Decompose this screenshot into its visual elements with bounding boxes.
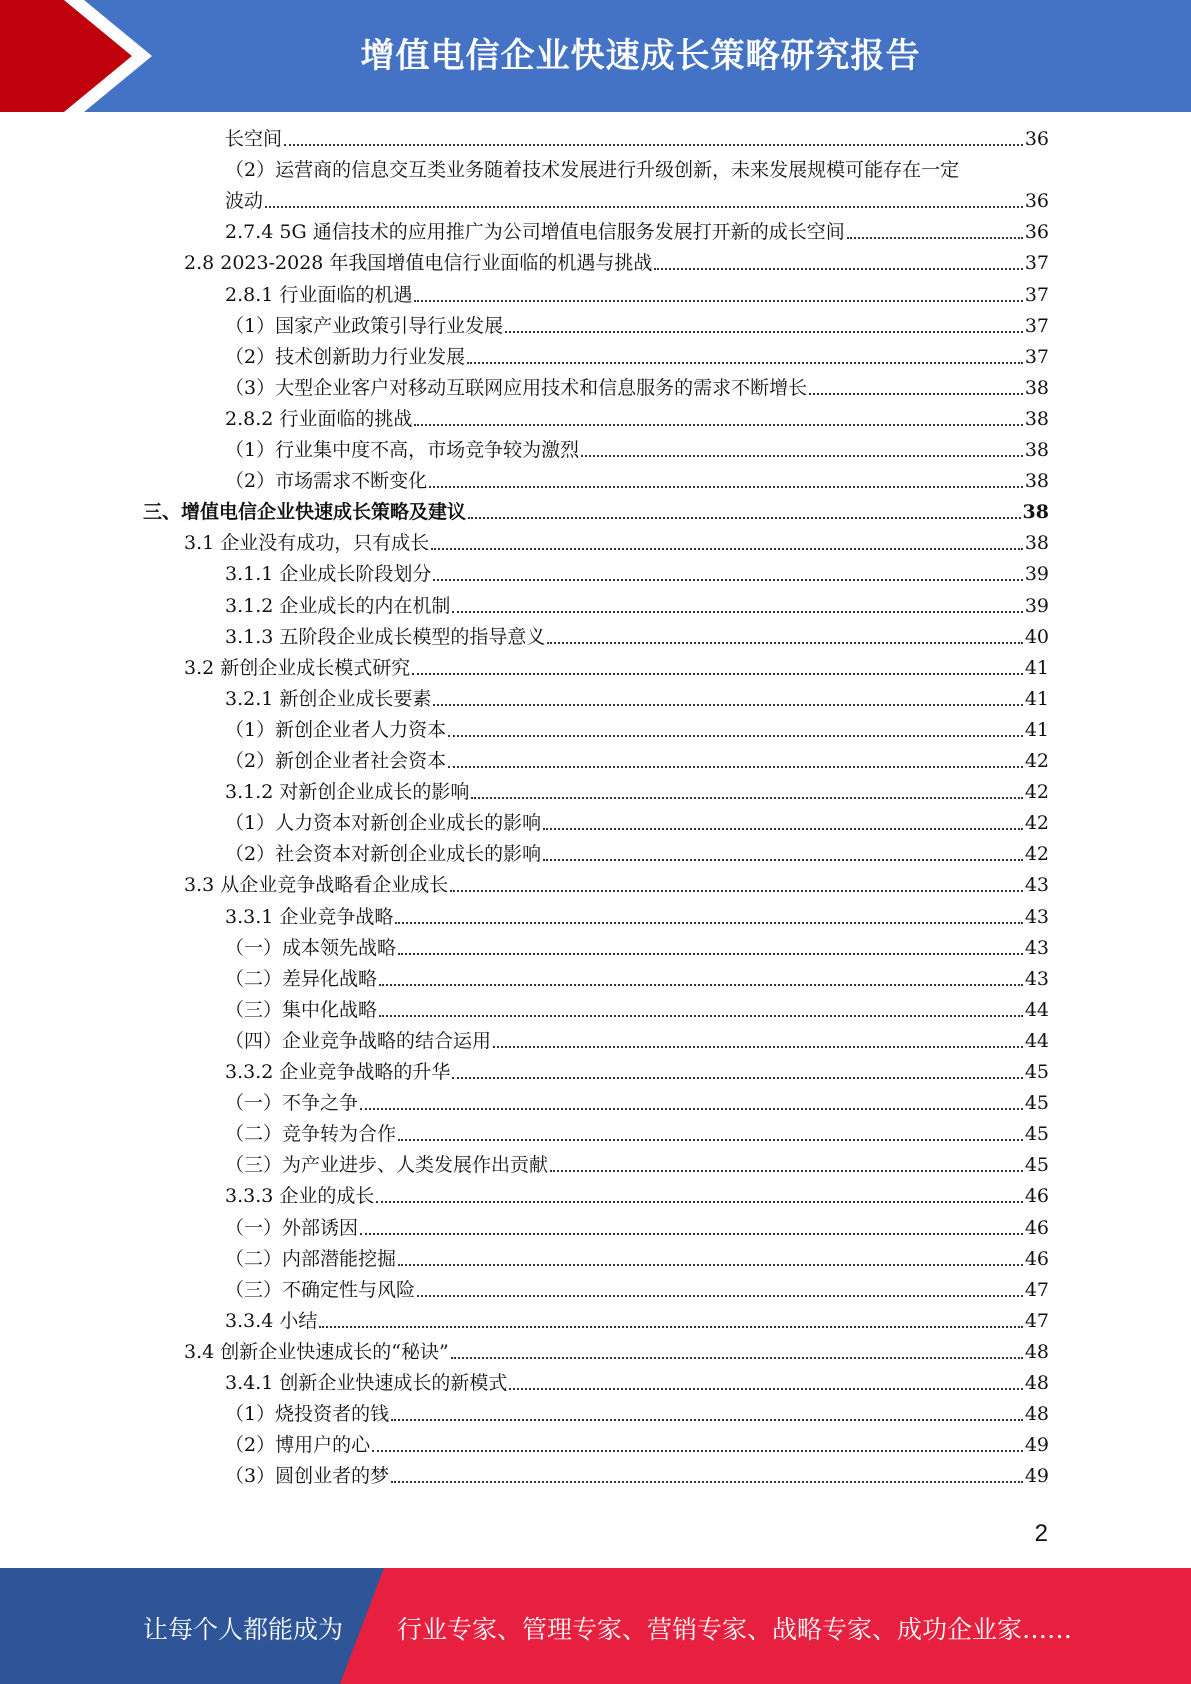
toc-entry-page-number: 43 (1024, 937, 1049, 959)
toc-entry-page-number: 47 (1024, 1279, 1049, 1301)
toc-entry-page-number: 38 (1024, 408, 1049, 430)
toc-entry-page-number: 44 (1024, 999, 1049, 1021)
toc-entry[interactable] (225, 1084, 1049, 1115)
toc-entry[interactable] (225, 1053, 1049, 1084)
toc-entry[interactable] (225, 182, 1049, 213)
toc-dot-leader (547, 642, 1022, 644)
footer-slogan-left: 让每个人都能成为 (143, 1615, 344, 1644)
toc-entry-page-number: 42 (1024, 812, 1049, 834)
toc-entry-page-number: 37 (1024, 284, 1049, 306)
toc-entry-title: （2）博用户的心 (225, 1434, 371, 1456)
toc-entry[interactable] (225, 960, 1049, 991)
toc-entry-page-number: 45 (1024, 1061, 1049, 1083)
toc-entry[interactable] (225, 680, 1049, 711)
toc-entry-title: 波动 (225, 190, 264, 212)
toc-dot-leader (398, 953, 1023, 955)
toc-entry-title: 3.3.2 企业竞争战略的升华 (225, 1061, 451, 1083)
toc-entry[interactable] (225, 307, 1049, 338)
toc-entry[interactable] (225, 742, 1049, 773)
toc-entry-page-number: 45 (1024, 1123, 1049, 1145)
toc-entry-title: 3.2.1 新创企业成长要素 (225, 688, 432, 710)
toc-entry-title: 3.3.4 小结 (225, 1310, 318, 1332)
toc-entry-title: 3.3.1 企业竞争战略 (225, 906, 394, 928)
toc-entry-page-number: 49 (1024, 1465, 1049, 1487)
toc-dot-leader (319, 1326, 1022, 1328)
toc-entry-page-number: 38 (1024, 470, 1049, 492)
toc-dot-leader (431, 548, 1023, 550)
toc-entry-title: （1）国家产业政策引导行业发展 (225, 315, 504, 337)
toc-entry[interactable] (225, 773, 1049, 804)
toc-entry-page-number: 40 (1024, 626, 1049, 648)
toc-entry-page-number: 38 (1024, 439, 1049, 461)
toc-dot-leader (391, 1481, 1023, 1483)
toc-entry-page-number: 48 (1024, 1403, 1049, 1425)
toc-entry[interactable] (225, 1240, 1049, 1271)
toc-entry-title: 3.2 新创企业成长模式研究 (184, 657, 411, 679)
toc-dot-leader (417, 1295, 1023, 1297)
toc-dot-leader (414, 300, 1022, 302)
toc-entry[interactable] (225, 431, 1049, 462)
toc-dot-leader (543, 859, 1023, 861)
toc-entry-page-number: 45 (1024, 1154, 1049, 1176)
toc-entry-page-number: 46 (1024, 1248, 1049, 1270)
toc-dot-leader (412, 673, 1023, 675)
toc-dot-leader (468, 517, 1021, 519)
toc-dot-leader (433, 704, 1022, 706)
toc-entry-title: 3.1.2 企业成长的内在机制 (225, 595, 451, 617)
toc-entry-page-number: 49 (1024, 1434, 1049, 1456)
toc-entry[interactable] (225, 898, 1049, 929)
toc-dot-leader (372, 1450, 1023, 1452)
toc-entry-title: 2.8.2 行业面临的挑战 (225, 408, 413, 430)
toc-entry-title: （三）集中化战略 (225, 999, 378, 1021)
toc-dot-leader (376, 1201, 1022, 1203)
toc-entry[interactable] (225, 1209, 1049, 1240)
toc-entry-title: （1）烧投资者的钱 (225, 1403, 390, 1425)
toc-entry-title: （三）不确定性与风险 (225, 1279, 416, 1301)
toc-entry[interactable] (184, 244, 1049, 275)
toc-dot-leader (654, 268, 1022, 270)
toc-dot-leader (471, 797, 1022, 799)
toc-entry-page-number: 36 (1024, 128, 1049, 150)
toc-entry-title: （一）外部诱因 (225, 1217, 359, 1239)
toc-entry[interactable] (225, 1146, 1049, 1177)
toc-dot-leader (847, 237, 1023, 239)
toc-dot-leader (509, 1388, 1022, 1390)
toc-entry-page-number: 44 (1024, 1030, 1049, 1052)
toc-dot-leader (429, 486, 1023, 488)
toc-entry-page-number: 43 (1024, 874, 1049, 896)
toc-entry-page-number: 41 (1024, 688, 1049, 710)
toc-entry-title: （1）新创企业者人力资本 (225, 719, 447, 741)
toc-entry-page-number: 41 (1024, 657, 1049, 679)
toc-entry-page-number: 45 (1024, 1092, 1049, 1114)
toc-entry[interactable] (184, 1333, 1049, 1364)
toc-entry-title: （一）成本领先战略 (225, 937, 397, 959)
toc-entry-title: 2.7.4 5G 通信技术的应用推广为公司增值电信服务发展打开新的成长空间 (225, 221, 845, 243)
toc-dot-leader (450, 890, 1023, 892)
toc-entry-title: （3）大型企业客户对移动互联网应用技术和信息服务的需求不断增长 (225, 377, 808, 399)
toc-entry[interactable] (225, 711, 1049, 742)
toc-entry-title: （2）市场需求不断变化 (225, 470, 428, 492)
toc-dot-leader (452, 1077, 1022, 1079)
toc-dot-leader (398, 1264, 1023, 1266)
page-header (0, 0, 1191, 112)
toc-entry-page-number: 37 (1024, 315, 1049, 337)
toc-entry[interactable] (225, 338, 1049, 369)
toc-dot-leader (398, 1139, 1023, 1141)
toc-entry-title: 3.1.2 对新创企业成长的影响 (225, 781, 470, 803)
toc-entry-title: 三、增值电信企业快速成长策略及建议 (143, 501, 467, 523)
toc-dot-leader (284, 144, 1023, 146)
toc-entry[interactable] (225, 804, 1049, 835)
toc-entry[interactable] (225, 1364, 1049, 1395)
toc-dot-leader (543, 828, 1023, 830)
toc-entry-page-number: 38 (1022, 501, 1049, 523)
toc-entry[interactable] (225, 369, 1049, 400)
toc-entry[interactable] (225, 1302, 1049, 1333)
toc-entry-page-number: 46 (1024, 1185, 1049, 1207)
toc-entry-page-number: 47 (1024, 1310, 1049, 1332)
toc-entry-title: （3）圆创业者的梦 (225, 1465, 390, 1487)
toc-entry-page-number: 39 (1024, 595, 1049, 617)
toc-entry-title: 2.8.1 行业面临的机遇 (225, 284, 413, 306)
toc-entry-page-number: 43 (1024, 906, 1049, 928)
toc-entry-title: （二）内部潜能挖掘 (225, 1248, 397, 1270)
page-number: 2 (1034, 1520, 1048, 1547)
toc-dot-leader (809, 393, 1023, 395)
toc-entry[interactable] (225, 991, 1049, 1022)
toc-entry[interactable] (225, 1022, 1049, 1053)
toc-entry[interactable] (225, 555, 1049, 586)
toc-dot-leader (433, 579, 1022, 581)
toc-dot-leader (265, 206, 1023, 208)
toc-entry-title: 3.1.1 企业成长阶段划分 (225, 563, 432, 585)
toc-entry-title: （四）企业竞争战略的结合运用 (225, 1030, 492, 1052)
toc-entry[interactable] (225, 276, 1049, 307)
toc-entry-page-number: 41 (1024, 719, 1049, 741)
toc-entry-title: 2.8 2023-2028 年我国增值电信行业面临的机遇与挑战 (184, 252, 653, 274)
toc-entry[interactable] (225, 1457, 1049, 1488)
toc-entry-title: （2）社会资本对新创企业成长的影响 (225, 843, 542, 865)
toc-entry[interactable] (184, 649, 1049, 680)
toc-entry-wrapped-line[interactable]: （2）运营商的信息交互类业务随着技术发展进行升级创新，未来发展规模可能存在一定 (225, 159, 960, 181)
toc-dot-leader (452, 611, 1022, 613)
toc-dot-leader (395, 922, 1022, 924)
toc-entry[interactable] (225, 1426, 1049, 1457)
toc-entry-title: （2）新创企业者社会资本 (225, 750, 447, 772)
toc-entry-page-number: 46 (1024, 1217, 1049, 1239)
toc-entry-page-number: 42 (1024, 750, 1049, 772)
toc-entry[interactable] (143, 493, 1049, 524)
toc-entry-title: （1）人力资本对新创企业成长的影响 (225, 812, 542, 834)
toc-entry-title: 3.1.3 五阶段企业成长模型的指导意义 (225, 626, 546, 648)
toc-entry-title: 3.4.1 创新企业快速成长的新模式 (225, 1372, 508, 1394)
toc-entry-page-number: 43 (1024, 968, 1049, 990)
footer-slogan-right: 行业专家、管理专家、营销专家、战略专家、成功企业家…… (397, 1615, 1073, 1644)
toc-entry-title: 3.3 从企业竞争战略看企业成长 (184, 874, 449, 896)
toc-entry-title: 3.3.3 企业的成长 (225, 1185, 375, 1207)
toc-entry-page-number: 42 (1024, 781, 1049, 803)
toc-entry-page-number: 37 (1024, 346, 1049, 368)
toc-entry-title: 长空间 (225, 128, 283, 150)
toc-entry-title: （三）为产业进步、人类发展作出贡献 (225, 1154, 549, 1176)
toc-entry-title: （二）差异化战略 (225, 968, 378, 990)
toc-entry-title: （二）竞争转为合作 (225, 1123, 397, 1145)
toc-dot-leader (493, 1046, 1023, 1048)
toc-dot-leader (379, 1015, 1023, 1017)
toc-entry[interactable] (225, 587, 1049, 618)
toc-dot-leader (414, 424, 1022, 426)
toc-entry[interactable] (225, 929, 1049, 960)
toc-dot-leader (379, 984, 1023, 986)
toc-entry-title: 3.4 创新企业快速成长的“秘诀” (184, 1341, 449, 1363)
toc-entry[interactable] (225, 835, 1049, 866)
page-footer (0, 1568, 1191, 1684)
toc-entry-page-number: 36 (1024, 221, 1049, 243)
toc-entry[interactable] (225, 618, 1049, 649)
toc-dot-leader (581, 455, 1023, 457)
toc-dot-leader (391, 1419, 1023, 1421)
toc-dot-leader (467, 362, 1023, 364)
toc-dot-leader (448, 766, 1023, 768)
toc-dot-leader (360, 1108, 1023, 1110)
toc-entry-page-number: 36 (1024, 190, 1049, 212)
toc-entry-title: （一）不争之争 (225, 1092, 359, 1114)
toc-entry[interactable] (225, 462, 1049, 493)
toc-dot-leader (505, 331, 1023, 333)
toc-entry-page-number: 48 (1024, 1341, 1049, 1363)
toc-entry-title: （2）技术创新助力行业发展 (225, 346, 466, 368)
toc-entry[interactable] (225, 213, 1049, 244)
toc-entry-page-number: 39 (1024, 563, 1049, 585)
toc-entry-page-number: 48 (1024, 1372, 1049, 1394)
toc-entry-page-number: 42 (1024, 843, 1049, 865)
toc-entry[interactable] (225, 1395, 1049, 1426)
toc-entry[interactable] (225, 1115, 1049, 1146)
toc-dot-leader (451, 1357, 1023, 1359)
toc-entry-title: （1）行业集中度不高，市场竞争较为激烈 (225, 439, 580, 461)
toc-entry[interactable] (225, 1177, 1049, 1208)
toc-entry-page-number: 38 (1024, 532, 1049, 554)
toc-entry[interactable] (184, 524, 1049, 555)
toc-dot-leader (448, 735, 1023, 737)
toc-entry-page-number: 37 (1024, 252, 1049, 274)
toc-entry[interactable] (184, 866, 1049, 897)
toc-dot-leader (360, 1233, 1023, 1235)
toc-dot-leader (550, 1170, 1023, 1172)
toc-entry[interactable] (225, 1271, 1049, 1302)
toc-entry[interactable] (225, 400, 1049, 431)
report-title: 增值电信企业快速成长策略研究报告 (360, 36, 921, 76)
toc-entry-page-number: 38 (1024, 377, 1049, 399)
toc-entry-title: 3.1 企业没有成功，只有成长 (184, 532, 430, 554)
toc-entry[interactable] (225, 120, 1049, 151)
